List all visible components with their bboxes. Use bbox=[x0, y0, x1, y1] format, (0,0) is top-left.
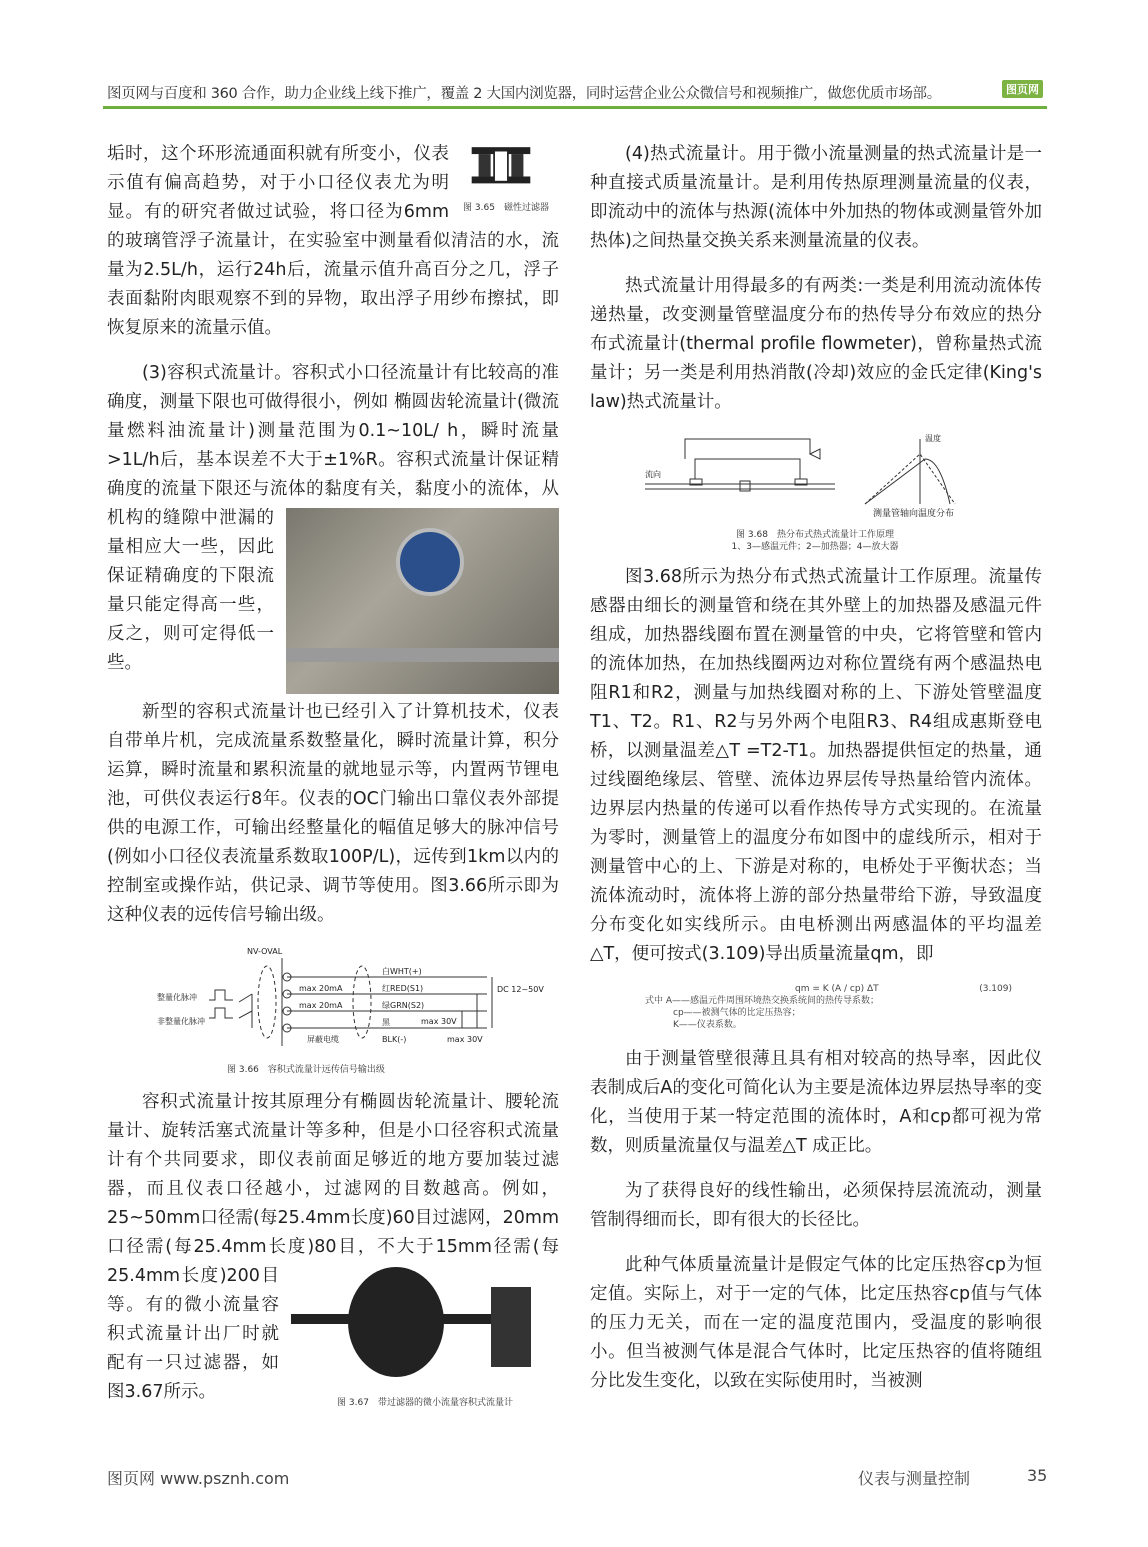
paragraph: 由于测量管壁很薄且具有相对较高的热导率，因此仪表制成后A的变化可简化认为主要是流体边界层热导率的变化，当使用于某一特定范围的流体时，A和cp都可视为常数，则质量流量仅与温差△T 成正比。 bbox=[590, 1049, 1042, 1156]
pipe-shape bbox=[286, 648, 559, 662]
svg-text:白WHT(+): 白WHT(+) bbox=[382, 967, 422, 976]
thermal-flowmeter-diagram bbox=[645, 429, 985, 519]
paragraph: 容积式流量计按其原理分有椭圆齿轮流量计、腰轮流量计、旋转活塞式流量计等多种，但是小口径容积式流量计有个共同要求，即仪表前面足够近的地方要加装过滤器，而且仪表口径越小，过滤网的目数越高。例如，25~50mm口径需(每25.4mm长度)60目过滤网，20mm口径需(每25.4mm长度)80目，不大于15mm径需(每25.4mm长度)200目等。有的微小流量容积式流量计出厂时就配有一只过滤器，如图3.67所示。 bbox=[107, 1092, 559, 1402]
svg-text:红RED(S1): 红RED(S1) bbox=[382, 984, 424, 993]
figure-3-68 bbox=[645, 429, 985, 553]
figure-3-65 bbox=[461, 142, 551, 214]
svg-text:max 20mA: max 20mA bbox=[299, 1001, 343, 1010]
flowmeter-photo bbox=[286, 508, 559, 694]
paragraph: 此种气体质量流量计是假定气体的比定压热容cp为恒定值。实际上，对于一定的气体，比定压热容cp值与气体的压力无关，而在一定的温度范围内，受温度的影响很小。但当被测气体是混合气体时，比定压热容的值将随组分比发生变化，以致在实际使用时，当被测 bbox=[590, 1255, 1042, 1391]
svg-text:非整量化脉冲: 非整量化脉冲 bbox=[157, 1017, 205, 1026]
svg-text:温度: 温度 bbox=[925, 434, 941, 443]
svg-text:绿GRN(S2): 绿GRN(S2) bbox=[382, 1001, 425, 1010]
equation-number: (3.109) bbox=[979, 984, 1012, 994]
paragraph: (3)容积式流量计。容积式小口径流量计有比较高的准确度，测量下限也可做得很小，例如 椭圆齿轮流量计(微流量燃料油流量计)测量范围为0.1~10L/ h，瞬时流量>1L/h后，基本误差不大于±1%R。容积式流量计保证精确度的流量下限还与流体的黏度有关，黏度小的流体，从机构的缝隙中泄漏的量相应大一些，因此保证精确度的下限流量只能定得高一些，反之，则可定得低一些。 bbox=[107, 363, 559, 673]
meter-display-icon bbox=[396, 528, 464, 596]
paragraph: 新型的容积式流量计也已经引入了计算机技术，仪表自带单片机，完成流量系数整量化，瞬时流量计算，积分运算，瞬时流量和累积流量的就地显示等，内置两节锂电池，可供仪表运行8年。仪表的OC门输出口靠仪表外部提供的电源工作，可输出经整量化的幅值足够大的脉冲信号(例如小口径仪表流量系数取100P/L)，远传到1km以内的控制室或操作站，供记录、调节等使用。图3.66所示即为这种仪表的远传信号输出级。 bbox=[107, 702, 559, 925]
page-number: 35 bbox=[1027, 1466, 1048, 1485]
figure-3-67 bbox=[291, 1262, 559, 1412]
formula-note: A——感温元件周围环境热交换系统间的热传导系数； bbox=[665, 996, 880, 1006]
svg-text:屏蔽电缆: 屏蔽电缆 bbox=[307, 1035, 339, 1044]
svg-text:黑: 黑 bbox=[382, 1018, 390, 1027]
svg-text:NV-OVAL: NV-OVAL bbox=[247, 947, 283, 956]
figure-caption: 图 3.67 带过滤器的微小流量容积式流量计 bbox=[337, 1398, 513, 1408]
filter-flowmeter-drawing bbox=[291, 1262, 559, 1387]
svg-text:max 30V: max 30V bbox=[421, 1017, 457, 1026]
where-label: 式中 bbox=[645, 996, 664, 1006]
figure-caption: 图 3.65 磁性过滤器 bbox=[463, 203, 549, 213]
figure-subcaption: 1、3—感温元件；2—加热器；4—放大器 bbox=[731, 542, 899, 552]
paragraph: 图3.68所示为热分布式热式流量计工作原理。流量传感器由细长的测量管和绕在其外壁上的加热器及感温元件组成，加热器线圈布置在测量管的中央，它将管壁和管内的流体加热，在加热线圈两边对称位置绕有两个感温热电阻R1和R2，测量与加热线圈对称的上、下游处管壁温度 T1、T2。R1、R2与另外两个电阻R3、R4组成惠斯登电桥，以测量温差△T =T2-T1。加热器提供恒定的热量，通过线圈绝缘层、管壁、流体边界层传导热量给管内流体。边界层内热量的传递可以看作热传导方式实现的。在流量为零时，测量管上的温度分布如图中的虚线所示，相对于测量管中心的上、下游是对称的，电桥处于平衡状态；当流体流动时，流体将上游的部分热量带给下游，导致温度分布变化如实线所示。由电桥测出两感温体的平均温差△T，便可按式(3.109)导出质量流量qm，即 bbox=[590, 567, 1042, 964]
svg-text:BLK(-): BLK(-) bbox=[382, 1035, 407, 1044]
signal-output-circuit bbox=[157, 942, 552, 1054]
formula: qm = K (A / cp) ΔT bbox=[795, 984, 879, 994]
right-column bbox=[590, 140, 1042, 1412]
footer-journal-title: 仪表与测量控制 bbox=[858, 1469, 971, 1488]
formula-block bbox=[645, 983, 1042, 1031]
svg-text:DC 12~50V: DC 12~50V bbox=[497, 985, 544, 994]
svg-text:max 30V: max 30V bbox=[447, 1035, 483, 1044]
figure-caption: 图 3.68 热分布式热式流量计工作原理 bbox=[736, 530, 894, 540]
figure-caption: 图 3.66 容积式流量计远传信号输出级 bbox=[227, 1065, 385, 1075]
paragraph: 为了获得良好的线性输出，必须保持层流流动，测量管制得细而长，即有很大的长径比。 bbox=[590, 1181, 1042, 1230]
figure-3-66 bbox=[157, 942, 552, 1076]
paragraph: (4)热式流量计。用于微小流量测量的热式流量计是一种直接式质量流量计。是利用传热原理测量流量的仪表，即流动中的流体与热源(流体中外加热的物体或测量管外加热体)之间热量交换关系来测量流量的仪表。 bbox=[590, 144, 1042, 251]
left-column bbox=[107, 140, 559, 1423]
svg-text:整量化脉冲: 整量化脉冲 bbox=[157, 993, 197, 1002]
site-logo[interactable]: 图页网 bbox=[1002, 80, 1043, 98]
svg-text:流向: 流向 bbox=[645, 470, 661, 479]
header-banner: 图页网与百度和 360 合作，助力企业线上线下推广，覆盖 2 大国内浏览器，同时运营企业公众微信号和视频推广，做您优质市场部。 bbox=[107, 86, 941, 102]
footer-site[interactable]: 图页网 www.psznh.com bbox=[107, 1469, 290, 1488]
paragraph: 热式流量计用得最多的有两类:一类是利用流动流体传递热量，改变测量管壁温度分布的热传导分布效应的热分布式流量计(thermal profile flowmeter)，曾称量热式流量计；另一类是利用热消散(冷却)效应的金氏定律(King's law)热式流量计。 bbox=[590, 276, 1042, 412]
paragraph: 垢时，这个环形流通面积就有所变小，仪表示值有偏高趋势，对于小口径仪表尤为明显。有的研究者做过试验，将口径为6mm的玻璃管浮子流量计，在实验室中测量看似清洁的水，流量为2.5L/h，运行24h后，流量示值升高百分之几，浮子表面黏附肉眼观察不到的异物，取出浮子用纱布擦拭，即恢复原来的流量示值。 bbox=[107, 144, 559, 338]
formula-note: cp——被测气体的比定压热容； bbox=[673, 1008, 801, 1018]
svg-text:max 20mA: max 20mA bbox=[299, 984, 343, 993]
svg-text:测量管轴向温度分布: 测量管轴向温度分布 bbox=[873, 509, 955, 519]
formula-note: K——仪表系数。 bbox=[673, 1020, 742, 1030]
header-divider bbox=[103, 106, 1047, 109]
magnetic-filter-drawing bbox=[461, 142, 541, 192]
